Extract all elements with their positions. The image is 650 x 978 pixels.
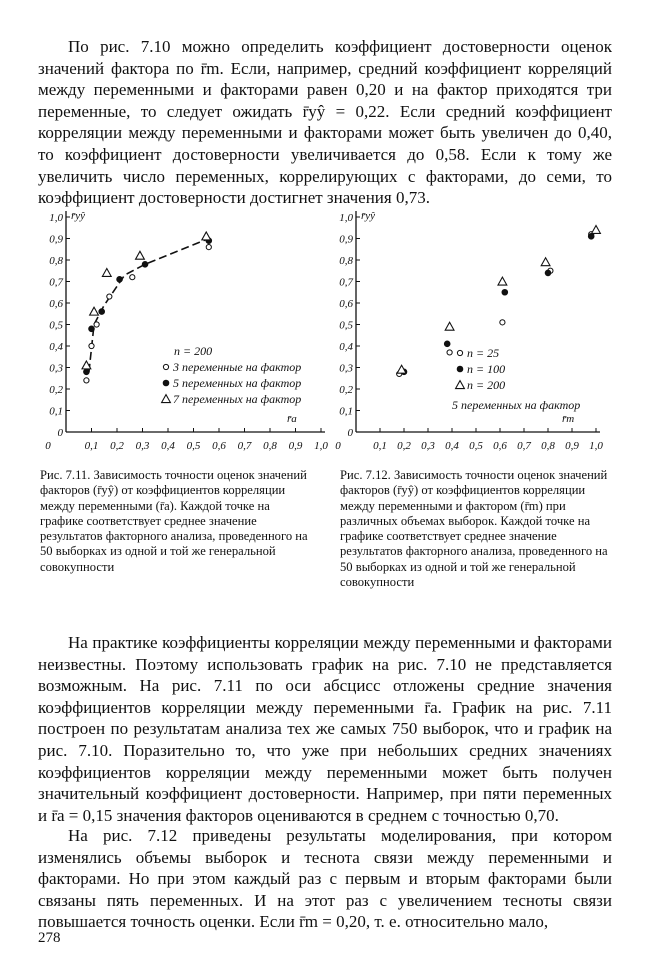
y-tick-label: 0,1 bbox=[339, 405, 353, 418]
legend-entry-1: n = 25 bbox=[467, 346, 500, 360]
data-point-series-3 bbox=[136, 251, 145, 259]
data-point-series-1 bbox=[500, 320, 505, 325]
paragraph-practice: На практике коэффициенты корреляции между переменными и факторами неизвестны. Поэтому использовать график на рис. 7.10 не представляется возможным. На рис. 7.11 по оси абсцисс отложены средние значения коэффициентов корреляции между переменными r̄a. График на рис. 7.11 построен по результатам анализа тех же самых 750 выборок, что и график на рис. 7.10. Поразительно то, что уже при небольших средних значениях коэффициентов корреляции между переменными может быть получен значительный коэффициент достоверности. Например, при пяти переменных и r̄a = 0,15 значения факторов оцениваются в среднем с точностью 0,70. bbox=[38, 633, 612, 825]
data-point-series-3 bbox=[202, 232, 211, 240]
y-tick-label: 1,0 bbox=[339, 212, 353, 224]
y-tick-label: 0 bbox=[347, 427, 353, 439]
data-point-series-1 bbox=[206, 245, 211, 250]
legend-marker-1 bbox=[163, 364, 168, 369]
y-tick-label: 0,9 bbox=[339, 233, 353, 246]
legend-marker-3 bbox=[456, 381, 465, 389]
legend-marker-2 bbox=[163, 380, 169, 386]
x-tick-label: 0,7 bbox=[237, 440, 252, 452]
legend-entry-3: n = 200 bbox=[467, 378, 506, 392]
figure-7-11-chart bbox=[40, 205, 330, 450]
data-point-series-3 bbox=[445, 322, 454, 330]
data-point-series-3 bbox=[541, 258, 550, 266]
data-point-series-1 bbox=[107, 294, 112, 299]
y-tick-label: 0,4 bbox=[49, 341, 63, 353]
legend-marker-1 bbox=[457, 350, 462, 355]
x-tick-label: 0,3 bbox=[421, 440, 435, 452]
x-tick-label: 0,2 bbox=[397, 440, 411, 452]
x-tick-label: 1,0 bbox=[589, 440, 603, 452]
y-axis-label: r̄yŷ bbox=[71, 210, 86, 222]
legend-entry-1: 3 переменные на фактор bbox=[173, 360, 302, 374]
y-tick-label: 0,2 bbox=[339, 384, 353, 396]
x-tick-label: 0,5 bbox=[469, 440, 483, 452]
x-tick-label: 0,8 bbox=[541, 440, 555, 452]
x-tick-label: 0,8 bbox=[263, 440, 277, 452]
data-point-series-3 bbox=[102, 269, 111, 277]
y-tick-label: 0,6 bbox=[339, 298, 353, 310]
x-tick-label: 0,9 bbox=[565, 440, 579, 452]
x-tick-label: 0,6 bbox=[493, 440, 507, 452]
legend-entry-3: 7 переменных на фактор bbox=[173, 392, 302, 406]
data-point-series-1 bbox=[447, 350, 452, 355]
paragraph-fig712: На рис. 7.12 приведены результаты моделирования, при котором изменялись объемы выборок и теснота связи между переменными и факторами. Но при этом каждый раз с первым и вторым факторами были связаны пять переменных. И на этот раз с увеличением тесноты связи повышается точность оценки. Если r̄m = 0,20, т. е. относительно мало, bbox=[38, 826, 612, 932]
data-point-series-3 bbox=[90, 307, 99, 315]
data-point-series-1 bbox=[94, 322, 99, 327]
x-axis-label: r̄m bbox=[562, 413, 575, 425]
data-point-series-2 bbox=[444, 341, 450, 347]
data-point-series-2 bbox=[99, 309, 105, 315]
x-tick-label: 1,0 bbox=[314, 440, 328, 452]
data-point-series-2 bbox=[142, 262, 148, 268]
paragraph-intro: По рис. 7.10 можно определить коэффициент достоверности оценок значений фактора по r̄m. Если, например, средний коэффициент корреляций между переменными и факторами равен 0,20 и на фактор приходятся три переменные, то следует ожидать r̄yŷ = 0,22. Если средний коэффициент корреляции между переменными и факторами может быть увеличен до 0,40, то коэффициент достоверности увеличивается до 0,58. Если к тому же увеличить число переменных, коррелирующих с факторами, до семи, то коэффициент достоверности достигнет значения 0,73. bbox=[38, 37, 612, 208]
legend-title: n = 200 bbox=[174, 344, 213, 358]
legend-marker-2 bbox=[457, 366, 463, 372]
figure-7-11-caption: Рис. 7.11. Зависимость точности оценок значений факторов (r̄yŷ) от коэффициентов корреляции между переменными (r̄a). Каждой точке на графике соответствует среднее значение результатов факторного анализа, проведенного на 50 выборках из одной и той же генеральной совокупности bbox=[40, 468, 308, 574]
x-tick-label: 0,4 bbox=[445, 440, 459, 452]
data-point-series-2 bbox=[84, 369, 90, 375]
data-point-series-3 bbox=[592, 226, 601, 234]
legend-entry-2: n = 100 bbox=[467, 362, 506, 376]
x-tick-label: 0,3 bbox=[135, 440, 150, 452]
data-point-series-3 bbox=[498, 277, 507, 285]
x-axis-label: r̄a bbox=[287, 413, 297, 425]
data-point-series-2 bbox=[502, 289, 508, 295]
x-tick-label: 0,1 bbox=[84, 440, 99, 452]
x-tick-label: 0,2 bbox=[110, 440, 124, 452]
y-tick-label: 0,7 bbox=[339, 276, 353, 289]
y-axis-label: r̄yŷ bbox=[361, 210, 376, 222]
page-number: 278 bbox=[38, 930, 61, 946]
legend-marker-3 bbox=[162, 395, 171, 403]
y-tick-label: 0,2 bbox=[49, 384, 63, 396]
x-tick-label: 0,6 bbox=[212, 440, 226, 452]
y-tick-label: 0,8 bbox=[339, 255, 353, 267]
legend-entry-2: 5 переменных на фактор bbox=[173, 376, 302, 390]
y-tick-label: 0 bbox=[57, 427, 63, 439]
x-tick-label: 0,9 bbox=[288, 440, 303, 452]
figure-7-12-caption: Рис. 7.12. Зависимость точности оценок значений факторов (r̄yŷ) от коэффициентов корреляции между переменными и фактором (r̄m) при различных объемах выборок. Каждой точке на графике соответствует среднее значение результатов факторного анализа, проведенного на 50 выборках из одной и той же генеральной совокупности bbox=[340, 468, 608, 590]
y-tick-label: 0,5 bbox=[49, 319, 63, 332]
data-point-series-2 bbox=[545, 270, 551, 276]
y-tick-label: 0,3 bbox=[49, 362, 63, 375]
data-point-series-1 bbox=[130, 275, 135, 280]
y-tick-label: 0,9 bbox=[49, 233, 63, 246]
data-point-series-1 bbox=[84, 378, 89, 383]
legend-note: 5 переменных на фактор bbox=[452, 398, 581, 412]
y-tick-label: 0,4 bbox=[339, 341, 353, 353]
y-tick-label: 0,8 bbox=[49, 255, 63, 267]
y-tick-label: 0,3 bbox=[339, 362, 353, 375]
data-point-series-2 bbox=[117, 277, 123, 283]
origin-label: 0 bbox=[45, 440, 51, 452]
data-point-series-2 bbox=[89, 326, 95, 332]
x-tick-label: 0,4 bbox=[161, 440, 175, 452]
y-tick-label: 1,0 bbox=[49, 212, 63, 224]
x-tick-label: 0,5 bbox=[186, 440, 201, 452]
origin-label: 0 bbox=[335, 440, 341, 452]
y-tick-label: 0,5 bbox=[339, 319, 353, 332]
y-tick-label: 0,7 bbox=[49, 276, 63, 289]
x-tick-label: 0,1 bbox=[373, 440, 387, 452]
y-tick-label: 0,6 bbox=[49, 298, 63, 310]
data-point-series-1 bbox=[89, 343, 94, 348]
data-point-series-2 bbox=[588, 234, 594, 240]
figure-7-12-chart bbox=[330, 205, 610, 450]
y-tick-label: 0,1 bbox=[49, 405, 63, 418]
x-tick-label: 0,7 bbox=[517, 440, 531, 452]
